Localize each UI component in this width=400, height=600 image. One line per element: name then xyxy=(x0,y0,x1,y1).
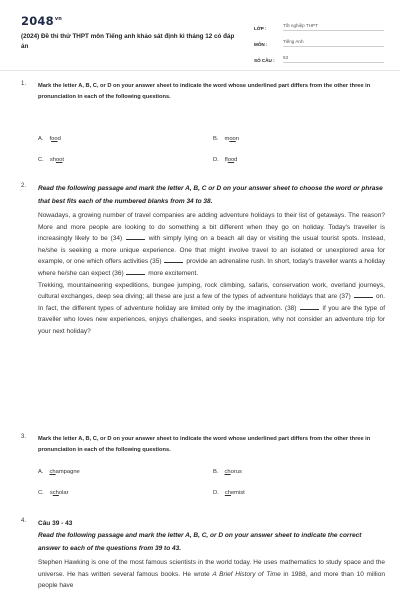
meta-row-class xyxy=(254,15,384,31)
question-instruction: Mark the letter A, B, C, or D on your answer sheet to indicate the word whose underlined part differs from the other three in pronunciation in each of the following questions. xyxy=(38,436,371,453)
question-4 xyxy=(21,518,385,600)
blank-37 xyxy=(354,297,373,298)
site-logo[interactable]: $2048^{vn}$ xyxy=(21,14,63,28)
question-2 xyxy=(21,183,385,423)
header-divider xyxy=(0,70,400,71)
passage-paragraph-2: Trekking, mountaineering expeditions, bungee jumping, rock climbing, safaris, conservation work, overland journeys, cultural exchanges, deep sea diving; all these are just a few of the types of adventure holidays that are (37) on. In fact, the different types of adventure holiday are limited only by the imagination. (38) if you are the type of traveller who loves new experiences, enjoys challenges, and seeks inspiration, why not consider an adventure trip for your next holiday? xyxy=(38,281,386,335)
blank-38 xyxy=(300,309,319,310)
question-1 xyxy=(21,81,385,171)
question-number: 2. xyxy=(21,183,27,189)
reading-passage xyxy=(38,557,385,592)
meta-label: LỚP : xyxy=(254,26,267,31)
meta-label: MÔN : xyxy=(254,42,268,47)
question-instruction: Read the following passage and mark the letter A, B, C, or D on your answer sheet to indicate the correct answer to each of the questions from 39 to 43. xyxy=(38,532,362,552)
option-b[interactable]: B. chorus xyxy=(213,469,242,475)
question-content xyxy=(38,518,385,592)
meta-row-subject xyxy=(254,31,384,47)
document-header xyxy=(0,0,400,62)
option-a[interactable]: A. champagne xyxy=(38,469,80,475)
reading-passage xyxy=(38,210,385,338)
option-d[interactable]: D. flood xyxy=(213,157,238,163)
blank-34 xyxy=(126,239,145,240)
option-a[interactable]: A. food xyxy=(38,136,61,142)
question-number: 1. xyxy=(21,81,27,87)
passage-paragraph-1: Stephen Hawking is one of the most famous scientists in the world today. He uses mathematics to study space and the universe. He has written several famous books. He wrote A Brief History of Time in 1988, and more than 10 million people have xyxy=(38,559,385,590)
blank-35 xyxy=(164,262,183,263)
question-number: 4. xyxy=(21,518,27,524)
question-number: 3. xyxy=(21,434,27,440)
question-range-heading: Câu 39 - 43 xyxy=(38,520,73,527)
book-title: A Brief History of Time xyxy=(212,570,281,578)
document-title: (2024) Đề thi thử THPT môn Tiếng anh khảo sát định kì tháng 12 có đáp án xyxy=(21,33,235,50)
question-instruction: Read the following passage and mark the letter A, B, C or D on your answer sheet to choose the word or phrase that best fits each of the numbered blanks from 34 to 38. xyxy=(38,185,383,205)
meta-value: Tốt nghiệp THPT xyxy=(283,23,384,31)
passage-paragraph-1: Nowadays, a growing number of travel companies are adding adventure holidays to their list of getaways. The reason? More and more people are looking to do something a bit different when they go on holiday. Today's traveller is increasingly likely to be (34) with simply lying on a beach all day or visiting the usual tourist spots. Instead, he/she is seeking a more unique experience. One that might involve travel to an isolated or unexplored area for example, or one which offers activities (35) provide an adrenaline rush. In short, today's traveller wants a holiday where he/she can expect (36) more excitement. xyxy=(38,212,386,277)
option-b[interactable]: B. moon xyxy=(213,136,240,142)
question-3 xyxy=(21,434,385,509)
option-d[interactable]: D. chemist xyxy=(213,490,245,496)
meta-row-count xyxy=(254,47,384,63)
option-c[interactable]: C. scholar xyxy=(38,490,69,496)
question-content xyxy=(38,183,385,338)
meta-label: SỐ CÂU : xyxy=(254,58,275,63)
blank-36 xyxy=(126,274,145,275)
option-c[interactable]: C. shoot xyxy=(38,157,65,163)
question-instruction: Mark the letter A, B, C, or D on your answer sheet to indicate the word whose underlined part differs from the other three in pronunciation in each of the following questions. xyxy=(38,83,371,100)
meta-value: 53 xyxy=(283,55,384,63)
meta-value: Tiếng Anh xyxy=(283,39,384,47)
exam-meta xyxy=(254,15,384,63)
